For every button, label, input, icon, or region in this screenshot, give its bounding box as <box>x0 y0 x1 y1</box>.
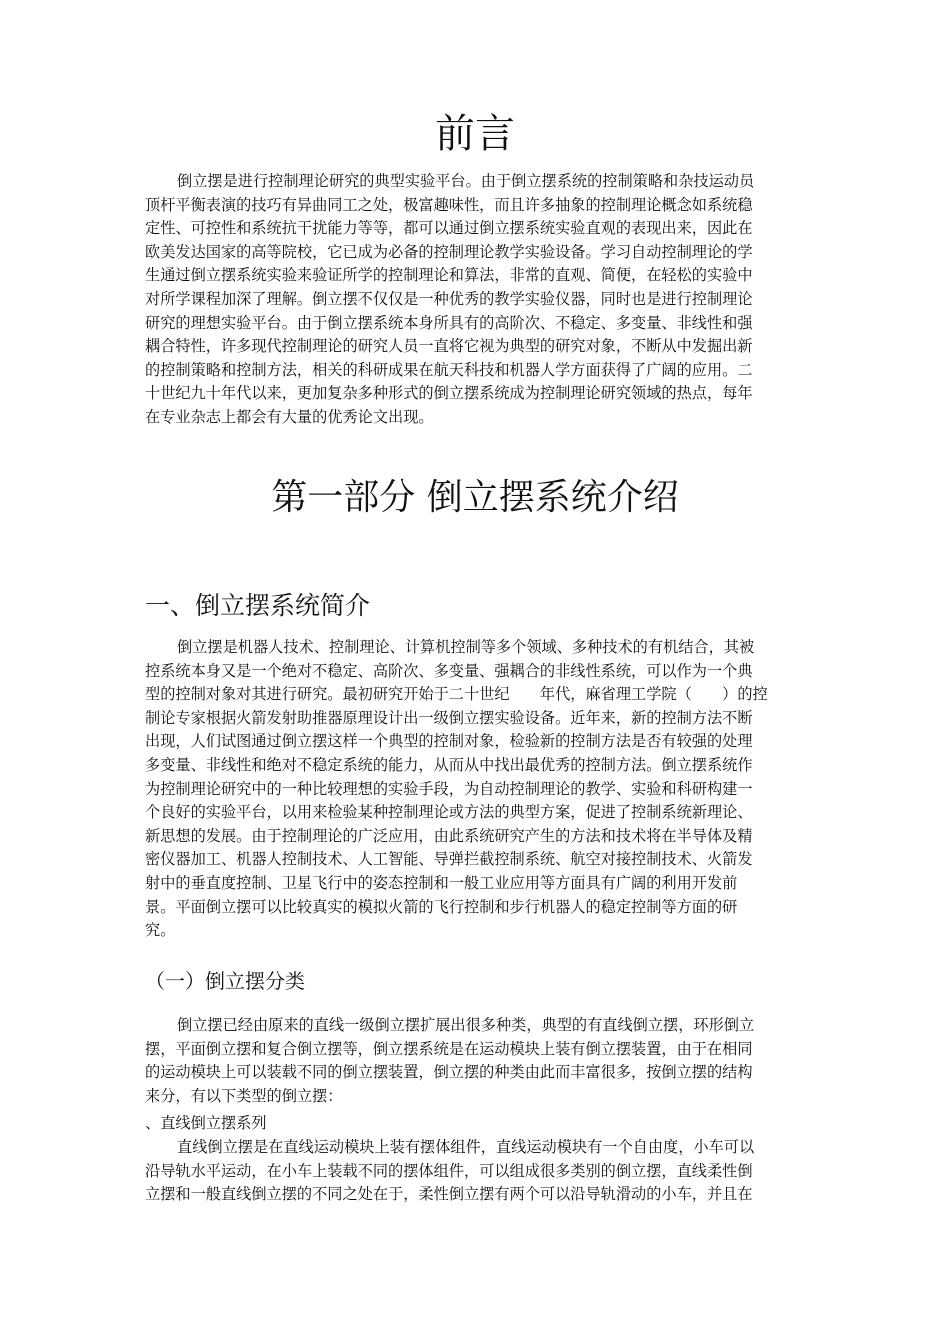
paragraph-line: 倒立摆已经由原来的直线一级倒立摆扩展出很多种类，典型的有直线倒立摆，环形倒立 <box>177 1016 755 1034</box>
section-paragraph <box>145 636 809 943</box>
paragraph-line: 个良好的实验平台，以用来检验某种控制理论或方法的典型方案，促进了控制系统新理论、 <box>145 803 753 822</box>
paragraph-line: 十世纪九十年代以来，更加复杂多种形式的倒立摆系统成为控制理论研究领域的热点，每年 <box>145 384 753 403</box>
paragraph-line: 沿导轨水平运动，在小车上装载不同的摆体组件，可以组成很多类别的倒立摆，直线柔性倒 <box>145 1161 753 1180</box>
paragraph-line: 在专业杂志上都会有大量的优秀论文出现。 <box>145 407 434 426</box>
preface-title: 前言 <box>435 111 515 157</box>
paragraph-line: 来分，有以下类型的倒立摆： <box>145 1086 343 1105</box>
paragraph-line: 倒立摆是机器人技术、控制理论、计算机控制等多个领域、多种技术的有机结合，其被 <box>177 638 755 656</box>
paragraph-line: 密仪器加工、机器人控制技术、人工智能、导弹拦截控制系统、航空对接控制技术、火箭发 <box>145 850 753 869</box>
paragraph-line: 顶杆平衡表演的技巧有异曲同工之处，极富趣味性，而且许多抽象的控制理论概念如系统稳 <box>145 195 753 214</box>
paragraph-line: 研究的理想实验平台。由于倒立摆系统本身所具有的高阶次、不稳定、多变量、非线性和强 <box>145 313 753 332</box>
paragraph-line: 耦合特性，许多现代控制理论的研究人员一直将它视为典型的研究对象，不断从中发掘出新 <box>145 337 753 356</box>
paragraph-line: 控系统本身又是一个绝对不稳定、高阶次、多变量、强耦合的非线性系统，可以作为一个典 <box>145 661 753 680</box>
paragraph-line: 新思想的发展。由于控制理论的广泛应用，由此系统研究产生的方法和技术将在半导体及精 <box>145 826 753 845</box>
item-paragraph <box>145 1136 809 1207</box>
paragraph-line: 型的控制对象对其进行研究。最初研究开始于二十世纪 年代，麻省理工学院（ ）的控 <box>145 685 768 704</box>
paragraph-line: 立摆和一般直线倒立摆的不同之处在于，柔性倒立摆有两个可以沿导轨滑动的小车，并且在 <box>145 1185 753 1204</box>
paragraph-line: 的运动模块上可以装载不同的倒立摆装置，倒立摆的种类由此而丰富很多，按倒立摆的结构 <box>145 1063 753 1082</box>
item-heading: 、直线倒立摆系列 <box>145 1114 267 1132</box>
paragraph-line: 倒立摆是进行控制理论研究的典型实验平台。由于倒立摆系统的控制策略和杂技运动员 <box>177 172 755 190</box>
paragraph-line: 对所学课程加深了理解。倒立摆不仅仅是一种优秀的教学实验仪器，同时也是进行控制理论 <box>145 289 753 308</box>
paragraph-line: 制论专家根据火箭发射助推器原理设计出一级倒立摆实验设备。近年来，新的控制方法不断 <box>145 708 753 727</box>
paragraph-line: 生通过倒立摆系统实验来验证所学的控制理论和算法，非常的直观、简便，在轻松的实验中 <box>145 266 753 285</box>
paragraph-line: 欧美发达国家的高等院校，它已成为必备的控制理论教学实验设备。学习自动控制理论的学 <box>145 242 753 261</box>
part-title: 第一部分 倒立摆系统介绍 <box>271 477 679 518</box>
paragraph-line: 直线倒立摆是在直线运动模块上装有摆体组件，直线运动模块有一个自由度，小车可以 <box>177 1138 755 1156</box>
subsection-paragraph <box>145 1014 809 1108</box>
section-title: 一、倒立摆系统简介 <box>145 591 371 620</box>
paragraph-line: 的控制策略和控制方法，相关的科研成果在航天科技和机器人学方面获得了广阔的应用。二 <box>145 360 753 379</box>
preface-paragraph <box>145 170 809 430</box>
paragraph-line: 出现，人们试图通过倒立摆这样一个典型的控制对象，检验新的控制方法是否有较强的处理 <box>145 732 753 751</box>
paragraph-line: 为控制理论研究中的一种比较理想的实验手段，为自动控制理论的教学、实验和科研构建一 <box>145 779 753 798</box>
paragraph-line: 景。平面倒立摆可以比较真实的模拟火箭的飞行控制和步行机器人的稳定控制等方面的研 <box>145 897 738 916</box>
paragraph-line: 射中的垂直度控制、卫星飞行中的姿态控制和一般工业应用等方面具有广阔的利用开发前 <box>145 873 738 892</box>
paragraph-line: 究。 <box>145 921 176 940</box>
subsection-title: （一）倒立摆分类 <box>145 969 305 993</box>
paragraph-line: 定性、可控性和系统抗干扰能力等等，都可以通过倒立摆系统实验直观的表现出来，因此在 <box>145 219 753 238</box>
paragraph-line: 摆，平面倒立摆和复合倒立摆等，倒立摆系统是在运动模块上装有倒立摆装置，由于在相同 <box>145 1039 753 1058</box>
paragraph-line: 多变量、非线性和绝对不稳定系统的能力，从而从中找出最优秀的控制方法。倒立摆系统作 <box>145 755 753 774</box>
